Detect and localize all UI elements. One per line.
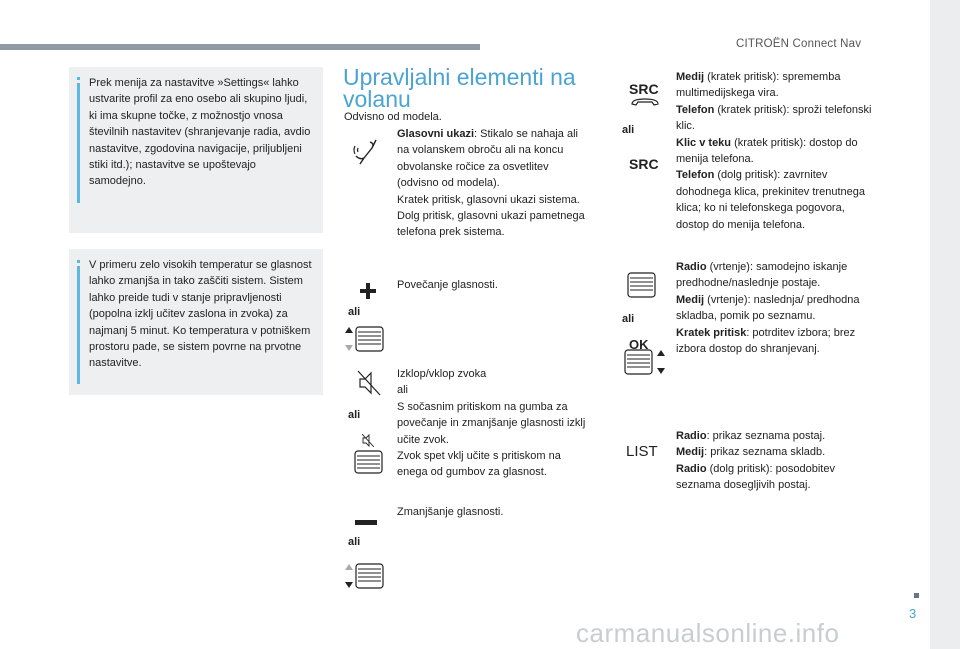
voice-command-icon bbox=[352, 134, 384, 166]
or-label: ali bbox=[348, 409, 361, 421]
src-label: SRC bbox=[629, 81, 659, 97]
info-box-temperature bbox=[69, 249, 323, 395]
src-label-alt: SRC bbox=[629, 156, 659, 172]
plus-icon bbox=[359, 282, 377, 300]
info-bar bbox=[77, 83, 80, 203]
watermark: carmanualsonline.info bbox=[576, 618, 840, 648]
volume-up-desc: Povečanje glasnosti. bbox=[397, 279, 498, 291]
radio-desc: Radio (vrtenje): samodejno iskanje predhodne/naslednje postaje. Medij (vrtenje): naslednja/ predhodna skladba, pomik po seznamu. Kratek pritisk: potrditev izbora; brez izbora dostop do shranjevanj. bbox=[676, 261, 860, 356]
or-label: ali bbox=[622, 124, 635, 136]
or-label: ali bbox=[622, 313, 635, 325]
mute-desc: Izklop/vklop zvoka ali S sočasnim pritiskom na gumba za povečanje in zmanjšanje glasnosti izklj učite zvok. Zvok spet vklj učite s pritiskom na enega od gumbov za glasnost. bbox=[397, 368, 586, 479]
info-icon bbox=[77, 77, 80, 80]
info-bar bbox=[77, 266, 80, 384]
list-desc: Radio: prikaz seznama postaj. Medij: prikaz seznama skladb. Radio (dolg pritisk): posodobitev seznama dosegljivih postaj. bbox=[676, 430, 835, 492]
voice-command-desc: Glasovni ukazi: Stikalo se nahaja ali na volanskem obroču ali na koncu obvolanske ročice za osvetlitev (odvisno od modela). Kratek pritisk, glasovni ukazi sistema. Dolg pritisk, glasovni ukazi pametnega telefona prek sistema. bbox=[397, 128, 585, 239]
scroll-wheel-up-icon bbox=[345, 326, 385, 352]
page-number: 3 bbox=[909, 606, 917, 621]
volume-down-desc: Zmanjšanje glasnosti. bbox=[397, 506, 504, 518]
or-label: ali bbox=[348, 536, 361, 548]
src-desc: Medij (kratek pritisk): sprememba multimedijskega vira. Telefon (kratek pritisk): sproži telefonski klic. Klic v teku (kratek pritisk): dostop do menija telefona. Telefon (dolg pritisk): zavrnitev dohodnega klica, prekinitev trenutnega klica; ko ni telefonskega pogovora, dostop do menija telefona. bbox=[676, 71, 872, 231]
manual-title: CITROËN Connect Nav bbox=[736, 38, 862, 50]
scroll-wheel-icon bbox=[354, 450, 384, 474]
scroll-wheel-updown-icon bbox=[624, 349, 668, 375]
section-subtitle: Odvisno od modela. bbox=[344, 111, 442, 123]
list-label: LIST bbox=[626, 443, 658, 460]
header-rule bbox=[0, 44, 480, 50]
page-edge-strip bbox=[930, 0, 960, 649]
ok-label: OK bbox=[629, 337, 649, 352]
scroll-wheel-icon bbox=[627, 272, 657, 298]
or-label: ali bbox=[348, 306, 361, 318]
mute-icon bbox=[357, 370, 381, 396]
minus-icon bbox=[355, 518, 377, 526]
phone-handset-icon bbox=[630, 97, 660, 107]
scroll-wheel-down-icon bbox=[345, 563, 385, 589]
info-box-settings bbox=[69, 67, 323, 233]
page-marker bbox=[914, 593, 919, 598]
info-text: Prek menija za nastavitve »Settings« lahko ustvarite profil za eno osebo ali skupino ljudi, ki ima skupne točke, z možnostjo vnosa številnih nastavitev (shranjevanje radia, avdio nastavitve, zgodovina navigacije, priljubljeni stiki itd.); nastavitve se upoštevajo samodejno. bbox=[89, 77, 311, 188]
mute-small-icon bbox=[362, 434, 374, 447]
info-text: V primeru zelo visokih temperatur se glasnost lahko zmanjša in tako zaščiti sistem. Sistem lahko preide tudi v stanje pripravljenosti (popolna izklj učitev zaslona in zvoka) za najmanj 5 minut. Ko temperatura v potniškem prostoru pade, se sistem povrne na prvotne nastavitve. bbox=[89, 259, 312, 370]
info-icon bbox=[77, 260, 80, 263]
section-title: Upravljalni elementi na volanu bbox=[343, 64, 576, 112]
